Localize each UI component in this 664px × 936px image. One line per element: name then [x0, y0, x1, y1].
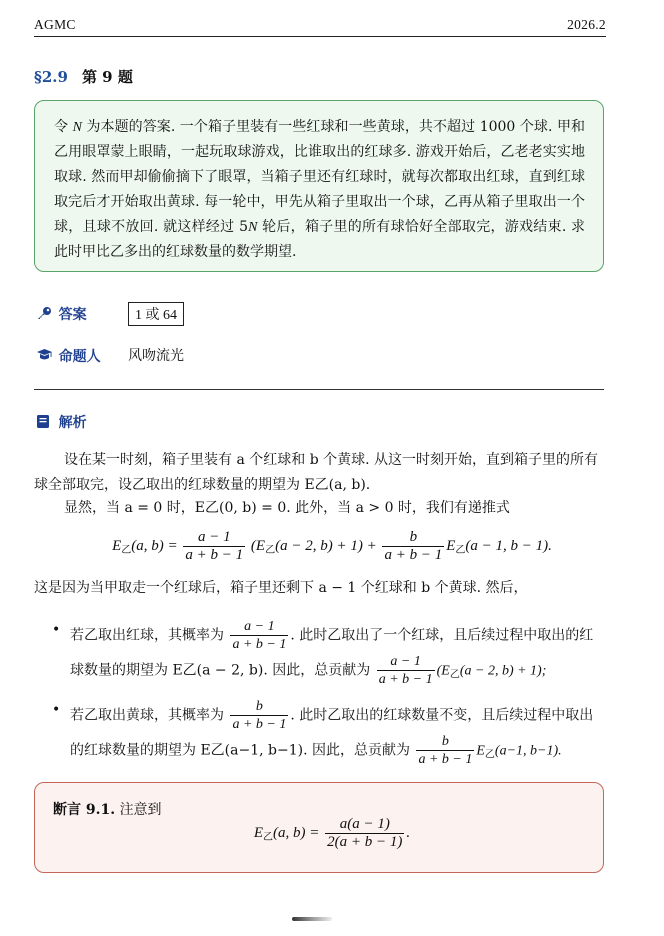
solution-label: 解析 — [58, 415, 87, 431]
solution-header — [36, 412, 87, 433]
section-number: §2.9 — [34, 68, 68, 86]
bullet-red-sub: 乙 — [449, 669, 460, 681]
problem-var-n-2: N — [248, 220, 258, 235]
claim-period: . — [406, 824, 411, 841]
bullet-yellow-content — [70, 698, 600, 768]
eq-frac-1-den: a + b − 1 — [185, 547, 244, 563]
solution-para-2: 显然，当 a = 0 时，E乙(0, b) = 0. 此外，当 a > 0 时，我们有递推式 — [64, 500, 510, 516]
bullet-yellow-text-b: . 此时乙取出的红球数量不变，且后续过程中取出的红球数量的期望为 E乙(a−1, b−1). 因此，总贡献为 — [70, 707, 594, 759]
bullet-dot-2: • — [52, 702, 61, 718]
bullet-yellow-tail: (a−1, b−1). — [494, 743, 562, 759]
answer-row — [36, 304, 87, 324]
bullet-yellow-contrib-num: b — [416, 733, 474, 751]
eq-tail: (a − 1, b − 1). — [465, 537, 552, 554]
section-label: 第 9 题 — [81, 68, 133, 86]
eq-mid-1: (E — [250, 537, 266, 554]
eq-frac-1 — [183, 529, 245, 564]
author-row — [36, 346, 101, 366]
eq-sub: 乙 — [121, 544, 132, 556]
bullet-red-prob-num: a − 1 — [230, 618, 288, 636]
page-header — [34, 14, 606, 36]
bullet-red-contrib-den: a + b − 1 — [378, 672, 433, 687]
bullet-red-content — [70, 618, 600, 688]
bullet-yellow-prob-num: b — [230, 698, 288, 716]
problem-var-n: N — [72, 120, 82, 135]
bullet-yellow-contrib — [416, 733, 474, 768]
key-icon — [36, 306, 54, 324]
claim-frac — [325, 816, 404, 851]
header-left: AGMC — [34, 17, 76, 32]
answer-label: 答案 — [58, 307, 87, 323]
bullet-yellow-sub: 乙 — [484, 749, 495, 761]
claim-frac-den: 2(a + b − 1) — [327, 834, 403, 850]
page-scroll-indicator — [292, 917, 332, 921]
claim-ab: (a, b) = — [273, 824, 320, 841]
recurrence-equation — [0, 529, 664, 564]
bullet-yellow-prob-den: a + b − 1 — [232, 717, 287, 732]
eq-sub-2: 乙 — [265, 544, 276, 556]
bullet-red-text-b: . 此时乙取出了一个红球，且后续过程中取出的红球数量的期望为 E乙(a − 2, b). 因此，总贡献为 — [70, 627, 594, 679]
eq-E: E — [112, 537, 122, 554]
eq-frac-2 — [382, 529, 444, 564]
bullet-yellow-prob — [230, 698, 288, 733]
bullet-yellow-contrib-den: a + b − 1 — [418, 752, 473, 767]
claim-text: 注意到 — [119, 802, 162, 818]
bullet-red-contrib — [377, 653, 435, 688]
author-label: 命题人 — [58, 349, 101, 365]
header-right: 2026.2 — [567, 17, 606, 32]
book-icon — [36, 414, 54, 433]
claim-frac-num: a(a − 1) — [325, 816, 404, 834]
eq-sub-3: 乙 — [455, 544, 466, 556]
bullet-yellow-text-a: 若乙取出黄球，其概率为 — [70, 707, 224, 724]
eq-frac-2-den: a + b − 1 — [384, 547, 443, 563]
claim-title: 断言 9.1. — [53, 802, 116, 818]
bullet-dot: • — [52, 622, 61, 638]
solution-para-1: 设在某一时刻，箱子里装有 a 个红球和 b 个黄球. 从这一时刻开始，直到箱子里的所有球全部取完，设乙取出的红球数量的期望为 E乙(a, b). — [34, 452, 599, 493]
claim-sub: 乙 — [263, 831, 274, 843]
bullet-red-tail: (a − 2, b) + 1); — [459, 663, 547, 679]
problem-text-1: 令 — [54, 119, 73, 135]
solution-para-3: 这是因为当甲取走一个红球后，箱子里还剩下 a − 1 个红球和 b 个黄球. 然后， — [34, 580, 528, 596]
header-divider — [34, 36, 606, 37]
eq-ab: (a, b) = — [131, 537, 178, 554]
eq-E-2: E — [446, 537, 456, 554]
problem-text-3: 轮后，箱子里的所有球恰好全部取完，游戏结束. 求此时甲比乙多出的红球数量的数学期望. — [54, 219, 585, 260]
bullet-red-E: (E — [436, 663, 450, 679]
graduation-cap-icon — [36, 348, 54, 366]
section-divider — [34, 389, 604, 390]
bullet-yellow — [52, 698, 600, 768]
bullet-yellow-E: E — [476, 743, 485, 759]
bullet-red-prob — [230, 618, 288, 653]
bullet-red-prob-den: a + b − 1 — [232, 637, 287, 652]
section-title — [34, 66, 133, 87]
bullet-red-contrib-num: a − 1 — [377, 653, 435, 671]
eq-frac-1-num: a − 1 — [183, 529, 245, 547]
bullet-red — [52, 618, 600, 688]
problem-text-2: 为本题的答案. 一个箱子里装有一些红球和一些黄球，共不超过 1000 个球. 甲和乙用眼罩蒙上眼睛，一起玩取球游戏，比谁取出的红球多. 游戏开始后，乙老老实实地取球. 然而甲却偷偷摘下了眼罩，当箱子里还有红球时，就每次都取出红球，直到红球取完后才开始取出黄球. 每一轮中，甲先从箱子里取出一个球，乙再从箱子里取出一个球，且球不放回. 就这样经过 5 — [54, 119, 586, 235]
eq-mid-2: (a − 2, b) + 1) + — [275, 537, 377, 554]
claim-E: E — [253, 824, 264, 841]
bullet-red-text-a: 若乙取出红球，其概率为 — [70, 627, 224, 644]
problem-box — [34, 100, 604, 272]
answer-value: 1 或 64 — [128, 302, 184, 326]
author-name: 风吻流光 — [128, 348, 184, 364]
eq-frac-2-num: b — [382, 529, 444, 547]
claim-equation — [0, 816, 664, 851]
